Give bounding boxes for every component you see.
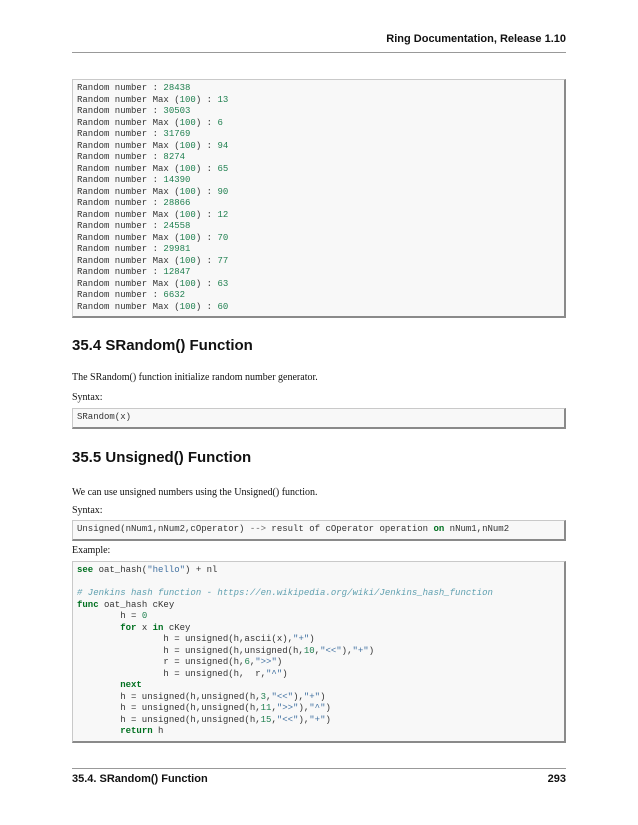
output-value: 90 bbox=[217, 186, 229, 197]
output-label: Random number Max ( bbox=[77, 94, 180, 105]
page-header bbox=[72, 32, 566, 53]
output-value: 30503 bbox=[163, 106, 191, 116]
code-text: r = unsigned(h, bbox=[77, 657, 245, 667]
random-output-line bbox=[77, 267, 190, 277]
output-max: 100 bbox=[179, 209, 196, 220]
random-output-line bbox=[77, 221, 190, 231]
random-output-line bbox=[77, 118, 223, 128]
code-string: "<<" bbox=[271, 691, 294, 702]
output-max: 100 bbox=[179, 278, 196, 289]
output-value: 24558 bbox=[163, 221, 191, 231]
output-max: 100 bbox=[179, 301, 196, 312]
output-value: 6 bbox=[217, 117, 223, 128]
output-suffix: ) : bbox=[195, 117, 218, 128]
code-number: 11 bbox=[260, 703, 272, 713]
code-string: ">>" bbox=[276, 703, 299, 713]
code-text: h = unsigned(h,unsigned(h, bbox=[77, 714, 261, 725]
output-label: Random number : bbox=[77, 221, 164, 231]
code-string: "^" bbox=[266, 668, 283, 679]
output-suffix: ) : bbox=[195, 209, 218, 220]
code-text: h = unsigned(h,unsigned(h, bbox=[77, 691, 261, 702]
unsigned-syntax-label: Syntax: bbox=[72, 505, 103, 516]
output-value: 28866 bbox=[163, 198, 191, 208]
code-text: x bbox=[136, 622, 153, 633]
output-suffix: ) : bbox=[195, 278, 218, 289]
next-keyword: next bbox=[120, 680, 142, 690]
footer-page-number: 293 bbox=[547, 773, 566, 785]
output-label: Random number Max ( bbox=[77, 140, 180, 151]
code-string: "^" bbox=[309, 703, 326, 713]
random-output-line bbox=[77, 83, 190, 93]
code-string: ">>" bbox=[255, 657, 277, 667]
unsigned-syntax-code bbox=[72, 520, 566, 541]
random-output-line bbox=[77, 279, 228, 289]
code-text: , bbox=[271, 714, 277, 725]
code-text: oat_hash cKey bbox=[98, 599, 175, 610]
syntax-part-b: result of cOperator operation bbox=[266, 524, 434, 534]
code-line bbox=[77, 600, 174, 610]
output-suffix: ) : bbox=[195, 301, 218, 312]
output-value: 8274 bbox=[163, 152, 186, 162]
code-text: , bbox=[314, 645, 321, 656]
code-text: , bbox=[271, 703, 277, 713]
code-text: ), bbox=[293, 691, 304, 702]
example-code-block bbox=[72, 561, 566, 743]
srandom-description: The SRandom() function initialize random number generator. bbox=[72, 372, 318, 383]
output-value: 65 bbox=[217, 163, 229, 174]
code-line bbox=[77, 623, 190, 633]
output-label: Random number : bbox=[77, 244, 164, 254]
random-output-line bbox=[77, 256, 228, 266]
code-line bbox=[77, 703, 331, 713]
output-suffix: ) : bbox=[195, 94, 218, 105]
output-max: 100 bbox=[179, 163, 196, 174]
output-max: 100 bbox=[179, 232, 196, 243]
code-text: cKey bbox=[163, 622, 191, 633]
output-suffix: ) : bbox=[195, 163, 218, 174]
footer-section-title: 35.4. SRandom() Function bbox=[72, 773, 208, 785]
random-output-line bbox=[77, 141, 228, 151]
output-label: Random number : bbox=[77, 152, 164, 162]
page-footer bbox=[72, 768, 566, 785]
code-text: h = unsigned(h,ascii(x), bbox=[77, 634, 294, 644]
return-keyword: return bbox=[120, 726, 153, 736]
code-string: "+" bbox=[309, 714, 326, 725]
random-output-line bbox=[77, 164, 228, 174]
syntax-part-a: Unsigned(nNum1,nNum2,cOperator) bbox=[77, 524, 250, 534]
random-output-line bbox=[77, 95, 228, 105]
output-label: Random number : bbox=[77, 129, 164, 139]
random-output-line bbox=[77, 302, 228, 312]
output-label: Random number Max ( bbox=[77, 117, 180, 128]
output-value: 14390 bbox=[163, 175, 191, 185]
output-max: 100 bbox=[179, 140, 196, 151]
code-text: ), bbox=[341, 645, 353, 656]
output-max: 100 bbox=[179, 186, 196, 197]
output-label: Random number Max ( bbox=[77, 186, 180, 197]
random-output-line bbox=[77, 210, 228, 220]
output-label: Random number : bbox=[77, 267, 164, 277]
output-suffix: ) : bbox=[195, 255, 218, 266]
in-keyword: in bbox=[152, 622, 164, 633]
code-line bbox=[77, 692, 325, 702]
document-title: Ring Documentation, Release 1.10 bbox=[386, 33, 566, 45]
srandom-syntax-label: Syntax: bbox=[72, 392, 103, 403]
output-label: Random number Max ( bbox=[77, 209, 180, 220]
output-suffix: ) : bbox=[195, 232, 218, 243]
syntax-on-keyword: on bbox=[433, 524, 445, 534]
code-text: , bbox=[249, 657, 256, 667]
srandom-syntax-text: SRandom(x) bbox=[77, 412, 132, 422]
code-text: , bbox=[266, 691, 272, 702]
random-output-line bbox=[77, 198, 190, 208]
section-heading-srandom: 35.4 SRandom() Function bbox=[72, 337, 253, 354]
code-text: h = unsigned(h,unsigned(h, bbox=[77, 645, 304, 656]
random-output-line bbox=[77, 175, 190, 185]
output-label: Random number : bbox=[77, 83, 164, 93]
output-max: 100 bbox=[179, 255, 196, 266]
output-label: Random number Max ( bbox=[77, 301, 180, 312]
code-number: 15 bbox=[260, 714, 272, 725]
random-output-line bbox=[77, 129, 190, 139]
code-text: oat_hash( bbox=[93, 565, 148, 575]
code-number: 10 bbox=[303, 645, 315, 656]
code-text: ) bbox=[282, 668, 288, 679]
output-label: Random number Max ( bbox=[77, 278, 180, 289]
code-number: 6 bbox=[244, 657, 250, 667]
random-output-line bbox=[77, 244, 190, 254]
code-string: "<<" bbox=[320, 645, 342, 656]
code-line bbox=[77, 634, 315, 644]
output-value: 12847 bbox=[163, 267, 191, 277]
code-text: ) bbox=[368, 645, 375, 656]
code-text: ) bbox=[325, 703, 331, 713]
random-output-line bbox=[77, 290, 185, 300]
random-output-line bbox=[77, 106, 190, 116]
output-value: 6632 bbox=[163, 290, 186, 300]
output-value: 60 bbox=[217, 301, 229, 312]
code-string: "+" bbox=[293, 634, 310, 644]
code-text: h bbox=[152, 726, 164, 736]
output-suffix: ) : bbox=[195, 186, 218, 197]
output-value: 31769 bbox=[163, 129, 191, 139]
code-text: ) bbox=[325, 714, 331, 725]
output-value: 13 bbox=[217, 94, 229, 105]
code-text: ) bbox=[320, 691, 326, 702]
syntax-arrow: --> bbox=[249, 524, 267, 534]
output-label: Random number Max ( bbox=[77, 255, 180, 266]
code-line bbox=[77, 646, 374, 656]
random-output-line bbox=[77, 233, 228, 243]
output-label: Random number : bbox=[77, 106, 164, 116]
code-line bbox=[77, 611, 147, 621]
section-heading-unsigned: 35.5 Unsigned() Function bbox=[72, 449, 252, 466]
random-output-line bbox=[77, 187, 228, 197]
code-text: ), bbox=[298, 714, 310, 725]
srandom-syntax-code bbox=[72, 408, 566, 429]
output-value: 12 bbox=[217, 209, 229, 220]
output-label: Random number Max ( bbox=[77, 232, 180, 243]
output-label: Random number : bbox=[77, 198, 164, 208]
code-number: 0 bbox=[141, 611, 148, 621]
output-max: 100 bbox=[179, 117, 196, 128]
code-string: "+" bbox=[352, 645, 369, 656]
code-line bbox=[77, 565, 217, 575]
code-text: h = unsigned(h,unsigned(h, bbox=[77, 703, 261, 713]
code-string: "+" bbox=[303, 691, 321, 702]
output-label: Random number Max ( bbox=[77, 163, 180, 174]
output-label: Random number : bbox=[77, 175, 164, 185]
syntax-part-c: nNum1,nNum2 bbox=[444, 524, 510, 534]
see-keyword: see bbox=[77, 565, 94, 575]
code-text: ) bbox=[309, 634, 315, 644]
code-number: 3 bbox=[260, 691, 267, 702]
output-value: 28438 bbox=[163, 83, 191, 93]
code-text: h = bbox=[77, 611, 142, 621]
random-output-line bbox=[77, 152, 185, 162]
output-label: Random number : bbox=[77, 290, 164, 300]
code-text: h = unsigned(h, r, bbox=[77, 668, 267, 679]
code-line bbox=[77, 715, 331, 725]
output-max: 100 bbox=[179, 94, 196, 105]
for-keyword: for bbox=[120, 622, 137, 633]
output-value: 77 bbox=[217, 255, 229, 266]
code-comment: # Jenkins hash function - https://en.wikipedia.org/wiki/Jenkins_hash_function bbox=[77, 588, 493, 598]
code-line bbox=[77, 657, 282, 667]
output-value: 29981 bbox=[163, 244, 191, 254]
random-output-code-block bbox=[72, 79, 566, 318]
code-string: "<<" bbox=[276, 714, 299, 725]
output-value: 63 bbox=[217, 278, 229, 289]
code-line bbox=[77, 680, 142, 690]
code-line bbox=[77, 726, 163, 736]
output-value: 94 bbox=[217, 140, 229, 151]
code-line bbox=[77, 669, 288, 679]
code-text: ) + nl bbox=[185, 565, 218, 575]
code-string: "hello" bbox=[147, 565, 186, 575]
func-keyword: func bbox=[77, 599, 99, 610]
code-text: ) bbox=[276, 657, 283, 667]
output-suffix: ) : bbox=[195, 140, 218, 151]
code-text: ), bbox=[298, 703, 310, 713]
example-label: Example: bbox=[72, 545, 111, 556]
output-value: 70 bbox=[217, 232, 229, 243]
unsigned-description: We can use unsigned numbers using the Unsigned() function. bbox=[72, 487, 318, 498]
